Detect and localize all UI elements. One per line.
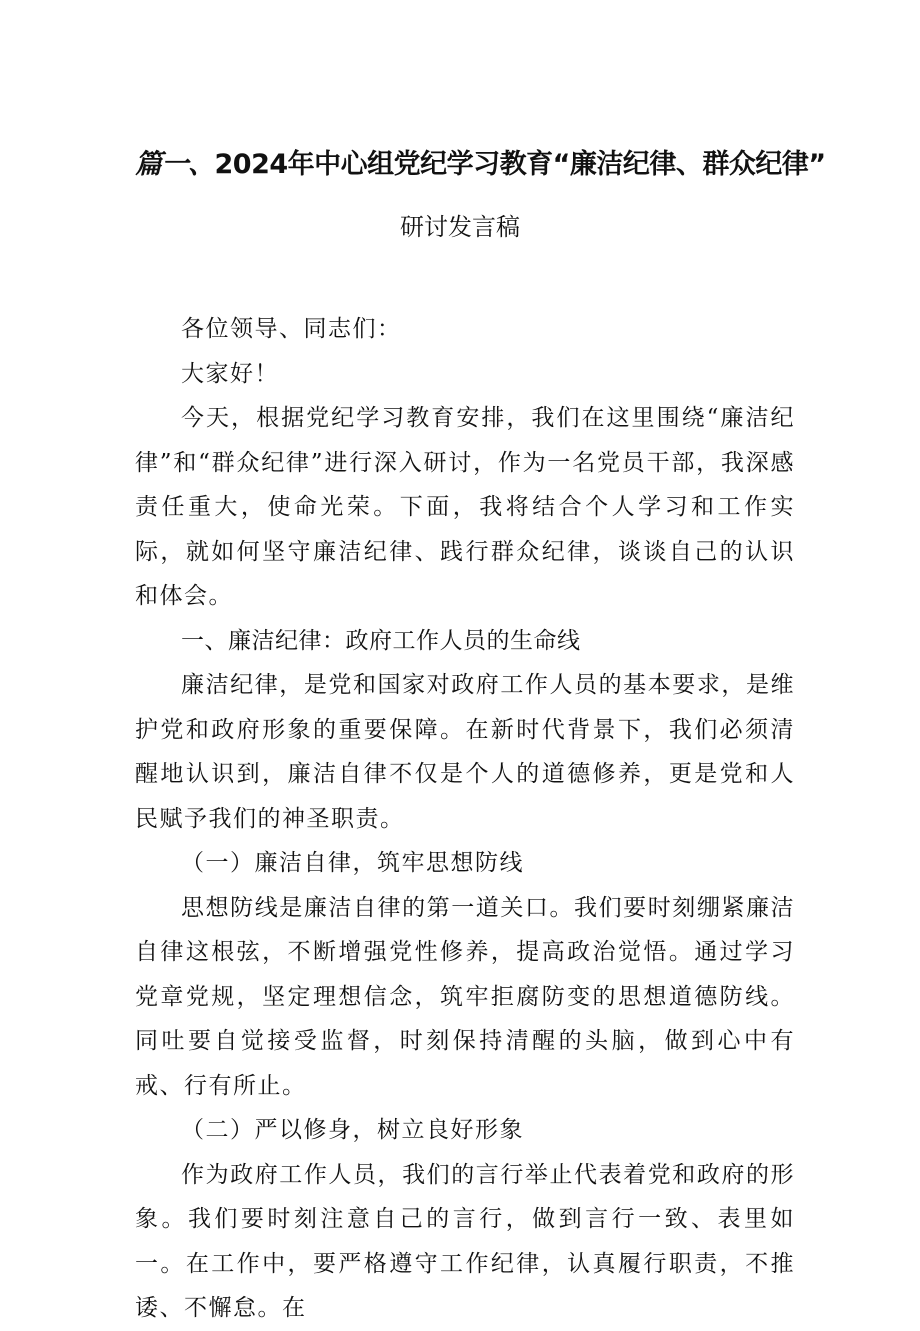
document-title — [135, 143, 835, 187]
section-heading: 一、廉洁纪律：政府工作人员的生命线 — [181, 627, 581, 654]
body-paragraph: 廉洁纪律，是党和国家对政府工作人员的基本要求，是维护党和政府形象的重要保障。在新时代背景下，我们必须清醒地认识到，廉洁自律不仅是个人的道德修养，更是党和人民赋予我们的神圣职责。 — [135, 672, 795, 832]
salutation-paragraph: 大家好！ — [181, 360, 279, 387]
title-lead: 篇一、 — [135, 149, 215, 180]
greeting-paragraph: 各位领导、同志们： — [181, 316, 402, 342]
title-main: 2024年中心组党纪学习教育“廉洁纪律、群众纪律” — [214, 149, 826, 180]
subsection-heading: （二）严以修身，树立良好形象 — [181, 1117, 524, 1143]
document-subtitle: 研讨发言稿 — [400, 213, 520, 241]
document-body — [135, 307, 795, 1331]
body-paragraph: 作为政府工作人员，我们的言行举止代表着党和政府的形象。我们要时刻注意自己的言行，做到言行一致、表里如一。在工作中，要严格遵守工作纪律，认真履行职责，不推诿、不懈怠。在 — [135, 1161, 795, 1321]
intro-paragraph: 今天，根据党纪学习教育安排，我们在这里围绕“廉洁纪律”和“群众纪律”进行深入研讨，作为一名党员干部，我深感责任重大，使命光荣。下面，我将结合个人学习和工作实际，就如何坚守廉洁纪律、践行群众纪律，谈谈自己的认识和体会。 — [135, 405, 795, 609]
subsection-heading: （一）廉洁自律，筑牢思想防线 — [181, 850, 524, 876]
body-paragraph: 思想防线是廉洁自律的第一道关口。我们要时刻绷紧廉洁自律这根弦，不断增强党性修养，提高政治觉悟。通过学习党章党规，坚定理想信念，筑牢拒腐防变的思想道德防线。同吐要自觉接受监督，时刻保持清醒的头脑，做到心中有戒、行有所止。 — [135, 894, 795, 1099]
